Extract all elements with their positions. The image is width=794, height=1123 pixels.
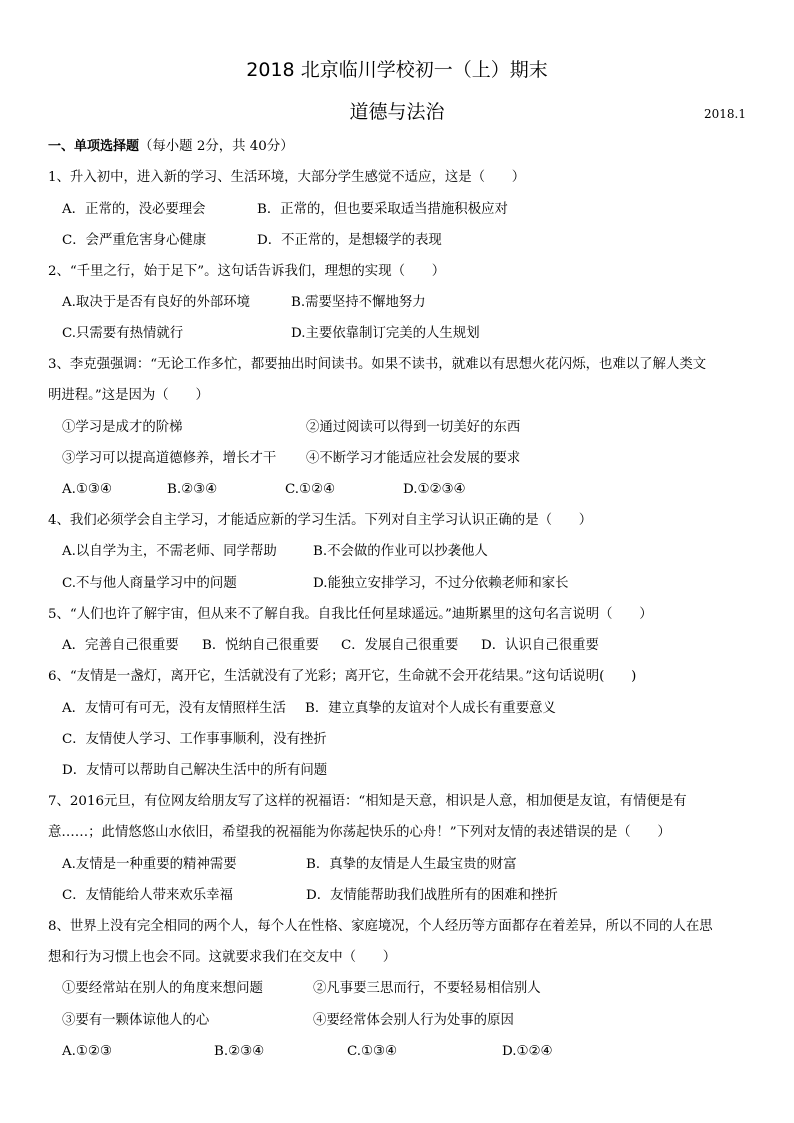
question-1-option-a[interactable]: A．正常的，没必要理会	[62, 202, 206, 217]
question-8-option-c[interactable]: C.①③④	[347, 1044, 398, 1059]
question-3-stem-line2: 明进程。”这是因为（ ）	[48, 388, 209, 403]
question-1-option-d[interactable]: D．不正常的，是想辍学的表现	[257, 233, 442, 248]
question-6-option-c[interactable]: C．友情使人学习、工作事事顺利，没有挫折	[62, 732, 327, 747]
question-1-stem: 1、升入初中，进入新的学习、生活环境，大部分学生感觉不适应，这是（ ）	[48, 170, 526, 185]
question-8-option-a[interactable]: A.①②③	[62, 1044, 112, 1059]
question-4-option-c[interactable]: C.不与他人商量学习中的问题	[62, 576, 237, 591]
question-7-stem-line2: 意……；此情悠悠山水依旧，希望我的祝福能为你荡起快乐的心舟！”下列对友情的表述错误的是（ ）	[48, 825, 671, 840]
question-3-option-a[interactable]: A.①③④	[62, 482, 112, 497]
question-5-option-c[interactable]: C．发展自己很重要	[341, 638, 459, 653]
question-5-option-b[interactable]: B．悦纳自己很重要	[202, 638, 319, 653]
question-2-option-d[interactable]: D.主要依靠制订完美的人生规划	[291, 326, 480, 341]
question-4-option-b[interactable]: B.不会做的作业可以抄袭他人	[313, 544, 488, 559]
question-8-option-d[interactable]: D.①②④	[502, 1044, 553, 1059]
question-2-stem: 2、“千里之行，始于足下”。这句话告诉我们，理想的实现（ ）	[48, 264, 446, 279]
question-2-option-a[interactable]: A.取决于是否有良好的外部环境	[62, 295, 251, 310]
exam-date: 2018.1	[704, 107, 746, 121]
question-7-option-d[interactable]: D．友情能帮助我们战胜所有的困难和挫折	[306, 888, 558, 903]
question-5-option-d[interactable]: D．认识自己很重要	[481, 638, 599, 653]
question-5-option-a[interactable]: A．完善自己很重要	[62, 638, 179, 653]
question-3-option-c[interactable]: C.①②④	[285, 482, 336, 497]
question-6-option-a[interactable]: A．友情可有可无，没有友情照样生活	[62, 701, 286, 716]
question-3-statement-1: ①学习是成才的阶梯	[62, 420, 183, 435]
question-7-option-b[interactable]: B．真挚的友情是人生最宝贵的财富	[306, 857, 517, 872]
section-heading	[48, 138, 294, 156]
question-8-statement-4: ④要经常体会别人行为处事的原因	[313, 1013, 514, 1028]
question-8-option-b[interactable]: B.②③④	[214, 1044, 265, 1059]
question-3-statement-3: ③学习可以提高道德修养，增长才干	[62, 451, 277, 466]
question-6-option-d[interactable]: D．友情可以帮助自己解决生活中的所有问题	[62, 763, 328, 778]
question-4-option-d[interactable]: D.能独立安排学习，不过分依赖老师和家长	[313, 576, 569, 591]
question-6-stem: 6、“友情是一盏灯，离开它，生活就没有了光彩；离开它，生命就不会开花结果。”这句话说明( )	[48, 669, 637, 684]
question-8-statement-3: ③要有一颗体谅他人的心	[62, 1013, 210, 1028]
question-1-option-c[interactable]: C．会严重危害身心健康	[62, 233, 207, 248]
question-2-option-b[interactable]: B.需要坚持不懈地努力	[291, 295, 426, 310]
question-3-option-b[interactable]: B.②③④	[167, 482, 218, 497]
question-7-option-a[interactable]: A.友情是一种重要的精神需要	[62, 857, 237, 872]
question-4-stem: 4、我们必须学会自主学习，才能适应新的学习生活。下列对自主学习认识正确的是（ ）	[48, 513, 593, 528]
question-7-option-c[interactable]: C．友情能给人带来欢乐幸福	[62, 888, 233, 903]
section-title: 一、单项选择题	[48, 139, 140, 154]
question-7-stem-line1: 7、2016元旦，有位网友给朋友写了这样的祝福语：“相知是天意，相识是人意，相加便是友谊，有情便是有	[48, 794, 687, 809]
question-6-option-b[interactable]: B．建立真挚的友谊对个人成长有重要意义	[305, 701, 556, 716]
question-2-option-c[interactable]: C.只需要有热情就行	[62, 326, 184, 341]
question-8-stem-line2: 想和行为习惯上也会不同。这就要求我们在交友中（ ）	[48, 950, 397, 965]
question-4-option-a[interactable]: A.以自学为主，不需老师、同学帮助	[62, 544, 277, 559]
question-5-stem: 5、“人们也许了解宇宙，但从来不了解自我。自我比任何星球遥远。”迪斯累里的这句名言说明（ ）	[48, 607, 653, 622]
section-note: （每小题 2分，共 40分）	[139, 139, 294, 154]
question-3-option-d[interactable]: D.①②③④	[403, 482, 466, 497]
question-8-stem-line1: 8、世界上没有完全相同的两个人，每个人在性格、家庭境况，个人经历等方面都存在着差异，所以不同的人在思	[48, 919, 713, 934]
question-3-statement-4: ④不断学习才能适应社会发展的要求	[306, 451, 521, 466]
question-3-statement-2: ②通过阅读可以得到一切美好的东西	[306, 420, 521, 435]
question-1-option-b[interactable]: B．正常的，但也要采取适当措施积极应对	[257, 202, 508, 217]
question-3-stem-line1: 3、李克强强调：“无论工作多忙，都要抽出时间读书。如果不读书，就难以有思想火花闪烁，也难以了解人类文	[48, 357, 707, 372]
question-8-statement-1: ①要经常站在别人的角度来想问题	[62, 981, 263, 996]
subject-title: 道德与法治	[349, 101, 445, 123]
question-8-statement-2: ②凡事要三思而行，不要轻易相信别人	[313, 981, 541, 996]
page-title: 2018 北京临川学校初一（上）期末	[246, 59, 548, 81]
